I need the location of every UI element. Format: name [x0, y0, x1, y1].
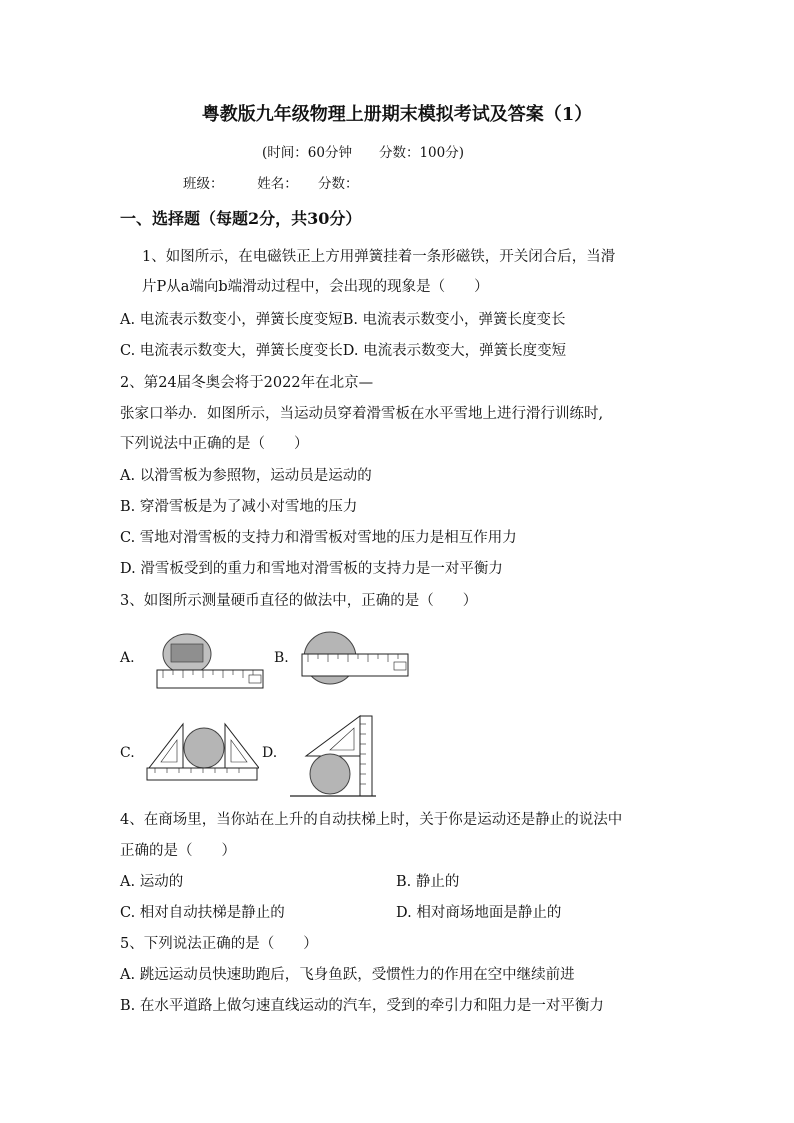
- page-title: 粤教版九年级物理上册期末模拟考试及答案（1）: [201, 104, 593, 125]
- q2-stem-line2: 张家口举办．如图所示，当运动员穿着滑雪板在水平雪地上进行滑行训练时,: [120, 406, 604, 422]
- q1-stem-line2: 片P从a端向b端滑动过程中，会出现的现象是（ ）: [142, 279, 489, 295]
- q4-option-d: D. 相对商场地面是静止的: [396, 905, 562, 921]
- q3-stem-line1: 3、如图所示测量硬币直径的做法中，正确的是（ ）: [120, 593, 478, 609]
- q1-stem-line1: 1、如图所示，在电磁铁正上方用弹簧挂着一条形磁铁，开关闭合后，当滑: [142, 249, 616, 265]
- q4-stem-line2: 正确的是（ ）: [120, 843, 236, 859]
- q2-option-c: C. 雪地对滑雪板的支持力和滑雪板对雪地的压力是相互作用力: [120, 530, 517, 546]
- q4-stem-line1: 4、在商场里，当你站在上升的自动扶梯上时，关于你是运动还是静止的说法中: [120, 812, 623, 828]
- section-heading-choice: 一、选择题（每题2分，共30分）: [120, 209, 362, 228]
- coin-ruler-figure-a: [155, 632, 267, 692]
- q1-options-cd: C. 电流表示数变大，弹簧长度变长D. 电流表示数变大，弹簧长度变短: [120, 343, 567, 359]
- q2-option-b: B. 穿滑雪板是为了减小对雪地的压力: [120, 499, 358, 515]
- q5-option-b: B. 在水平道路上做匀速直线运动的汽车，受到的牵引力和阻力是一对平衡力: [120, 998, 604, 1014]
- q3-label-c: C.: [120, 745, 135, 761]
- q1-options-ab: A. 电流表示数变小，弹簧长度变短B. 电流表示数变小，弹簧长度变长: [120, 312, 566, 328]
- q3-label-b: B.: [274, 650, 289, 666]
- q5-stem-line1: 5、下列说法正确的是（ ）: [120, 936, 318, 952]
- coin-triangles-figure-c: [145, 718, 259, 784]
- q2-option-d: D. 滑雪板受到的重力和雪地对滑雪板的支持力是一对平衡力: [120, 561, 503, 577]
- q3-label-d: D.: [262, 745, 278, 761]
- q2-stem-line1: 2、第24届冬奥会将于2022年在北京—: [120, 375, 374, 391]
- q4-option-a: A. 运动的: [120, 874, 184, 890]
- q4-option-b: B. 静止的: [396, 874, 460, 890]
- q5-option-a: A. 跳远运动员快速助跑后，飞身鱼跃，受惯性力的作用在空中继续前进: [120, 967, 575, 983]
- exam-time-score: (时间：60分钟 分数：100分): [262, 145, 464, 161]
- q4-option-c: C. 相对自动扶梯是静止的: [120, 905, 285, 921]
- coin-triangle-ruler-figure-d: [288, 712, 378, 800]
- q3-label-a: A.: [120, 650, 135, 666]
- q2-option-a: A. 以滑雪板为参照物，运动员是运动的: [120, 468, 372, 484]
- student-info-line: 班级： 姓名： 分数：: [183, 176, 359, 192]
- coin-ruler-figure-b: [300, 630, 412, 694]
- q2-stem-line3: 下列说法中正确的是（ ）: [120, 436, 309, 452]
